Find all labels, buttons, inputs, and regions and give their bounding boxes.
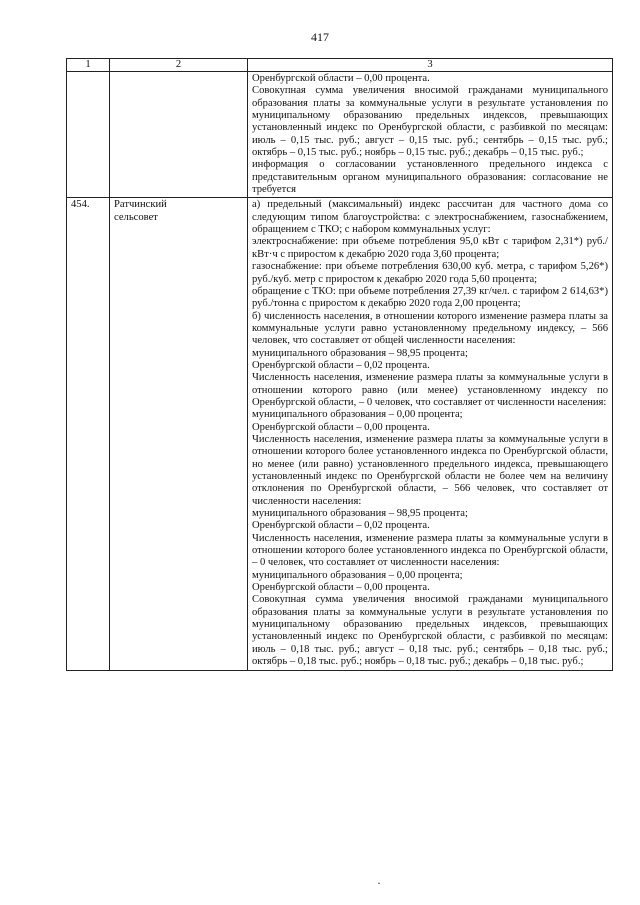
text-line: а) предельный (максимальный) индекс рассчитан для частного дома со следующим типом благоустройства: с электроснабжением, газоснабжением, обращением с ТКО; с набором коммунальных услуг: [252, 199, 608, 236]
table-row-454 [67, 198, 613, 670]
text-line: муниципального образования – 0,00 процента; [252, 409, 463, 421]
text-line: газоснабжение: при объеме потребления 630,00 куб. метра, с тарифом 5,26*) руб./куб. метр с приростом к декабрю 2020 года 5,60 процента; [252, 261, 608, 285]
text-line: Оренбургской области – 0,02 процента. [252, 359, 430, 371]
table-row-continued [67, 72, 613, 198]
text-line: Оренбургской области – 0,00 процента. [252, 582, 430, 594]
text-line: б) численность населения, в отношении которого изменение размера платы за коммунальные услуги равно установленному предельному индексу, – 566 человек, что составляет от общей численности населения: [252, 310, 608, 347]
text-line: Оренбургской области – 0,00 процента. [252, 421, 430, 433]
row-text [248, 72, 613, 198]
indices-table [66, 58, 613, 671]
row-number: 454. [67, 198, 110, 670]
page-number: 417 [311, 30, 329, 44]
header-cell-2: 2 [110, 59, 248, 72]
text-line: муниципального образования – 0,00 процента; [252, 569, 463, 581]
header-cell-1: 1 [67, 59, 110, 72]
text-line: электроснабжение: при объеме потребления 95,0 кВт с тарифом 2,31*) руб./кВт·ч с приростом к декабрю 2020 года 3,60 процента; [252, 236, 608, 260]
text-line: Численность населения, изменение размера платы за коммунальные услуги в отношении которого равно (или менее) установленному индексу по Оренбургской области, – 0 человек, что составляет от численности населения: [252, 372, 608, 408]
municipality-name [110, 72, 248, 198]
text-line: муниципального образования – 98,95 процента; [252, 508, 468, 520]
municipality-name [110, 198, 248, 670]
table-header-row [67, 59, 613, 72]
text-line: Совокупная сумма увеличения вносимой гражданами муниципального образования платы за коммунальные услуги в результате установления по муниципальному образованию предельных индексов, превышающих установленный индекс по Оренбургской области, с разбивкой по месяцам: июль – 0,18 тыс. руб.; август – 0,18 тыс. руб.; сентябрь – 0,18 тыс. руб.; октябрь – 0,18 тыс. руб.; ноябрь – 0,18 тыс. руб.; декабрь – 0,18 тыс. руб.; [252, 594, 608, 668]
text-line: Оренбургской области – 0,02 процента. [252, 520, 430, 532]
text-line: Численность населения, изменение размера платы за коммунальные услуги в отношении которого более установленного индекса по Оренбургской области, но менее (или равно) установленного предельного индекса, превышающего установленный индекс по Оренбургской области не более чем на величину отклонения по Оренбургской области, – 566 человек, что составляет от численности населения: [252, 433, 608, 507]
text-line: Оренбургской области – 0,00 процента. [252, 73, 430, 84]
name-line: Ратчинский [114, 199, 167, 211]
row-text [248, 198, 613, 670]
row-number [67, 72, 110, 198]
name-line: сельсовет [114, 211, 158, 223]
text-line: информация о согласовании установленного предельного индекса с представительным органом муниципального образования: согласование не требуется [252, 159, 608, 196]
text-line: обращение с ТКО: при объеме потребления 27,39 кг/чел. с тарифом 2 614,63*) руб./тонна с приростом к декабрю 2020 года 2,00 процента; [252, 285, 608, 310]
text-line: Численность населения, изменение размера платы за коммунальные услуги в отношении которого более установленного индекса по Оренбургской области, – 0 человек, что составляет от численности населения: [252, 532, 608, 569]
scan-dot: · [377, 876, 381, 890]
header-cell-3: 3 [248, 59, 613, 72]
text-line: муниципального образования – 98,95 процента; [252, 347, 468, 359]
text-line: Совокупная сумма увеличения вносимой гражданами муниципального образования платы за коммунальные услуги в результате установления по муниципальному образованию предельных индексов, превышающих установленный индекс по Оренбургской области, с разбивкой по месяцам: июль – 0,15 тыс. руб.; август – 0,15 тыс. руб.; сентябрь – 0,15 тыс. руб.; октябрь – 0,15 тыс. руб.; ноябрь – 0,15 тыс. руб.; декабрь – 0,15 тыс. руб.; [252, 85, 608, 159]
